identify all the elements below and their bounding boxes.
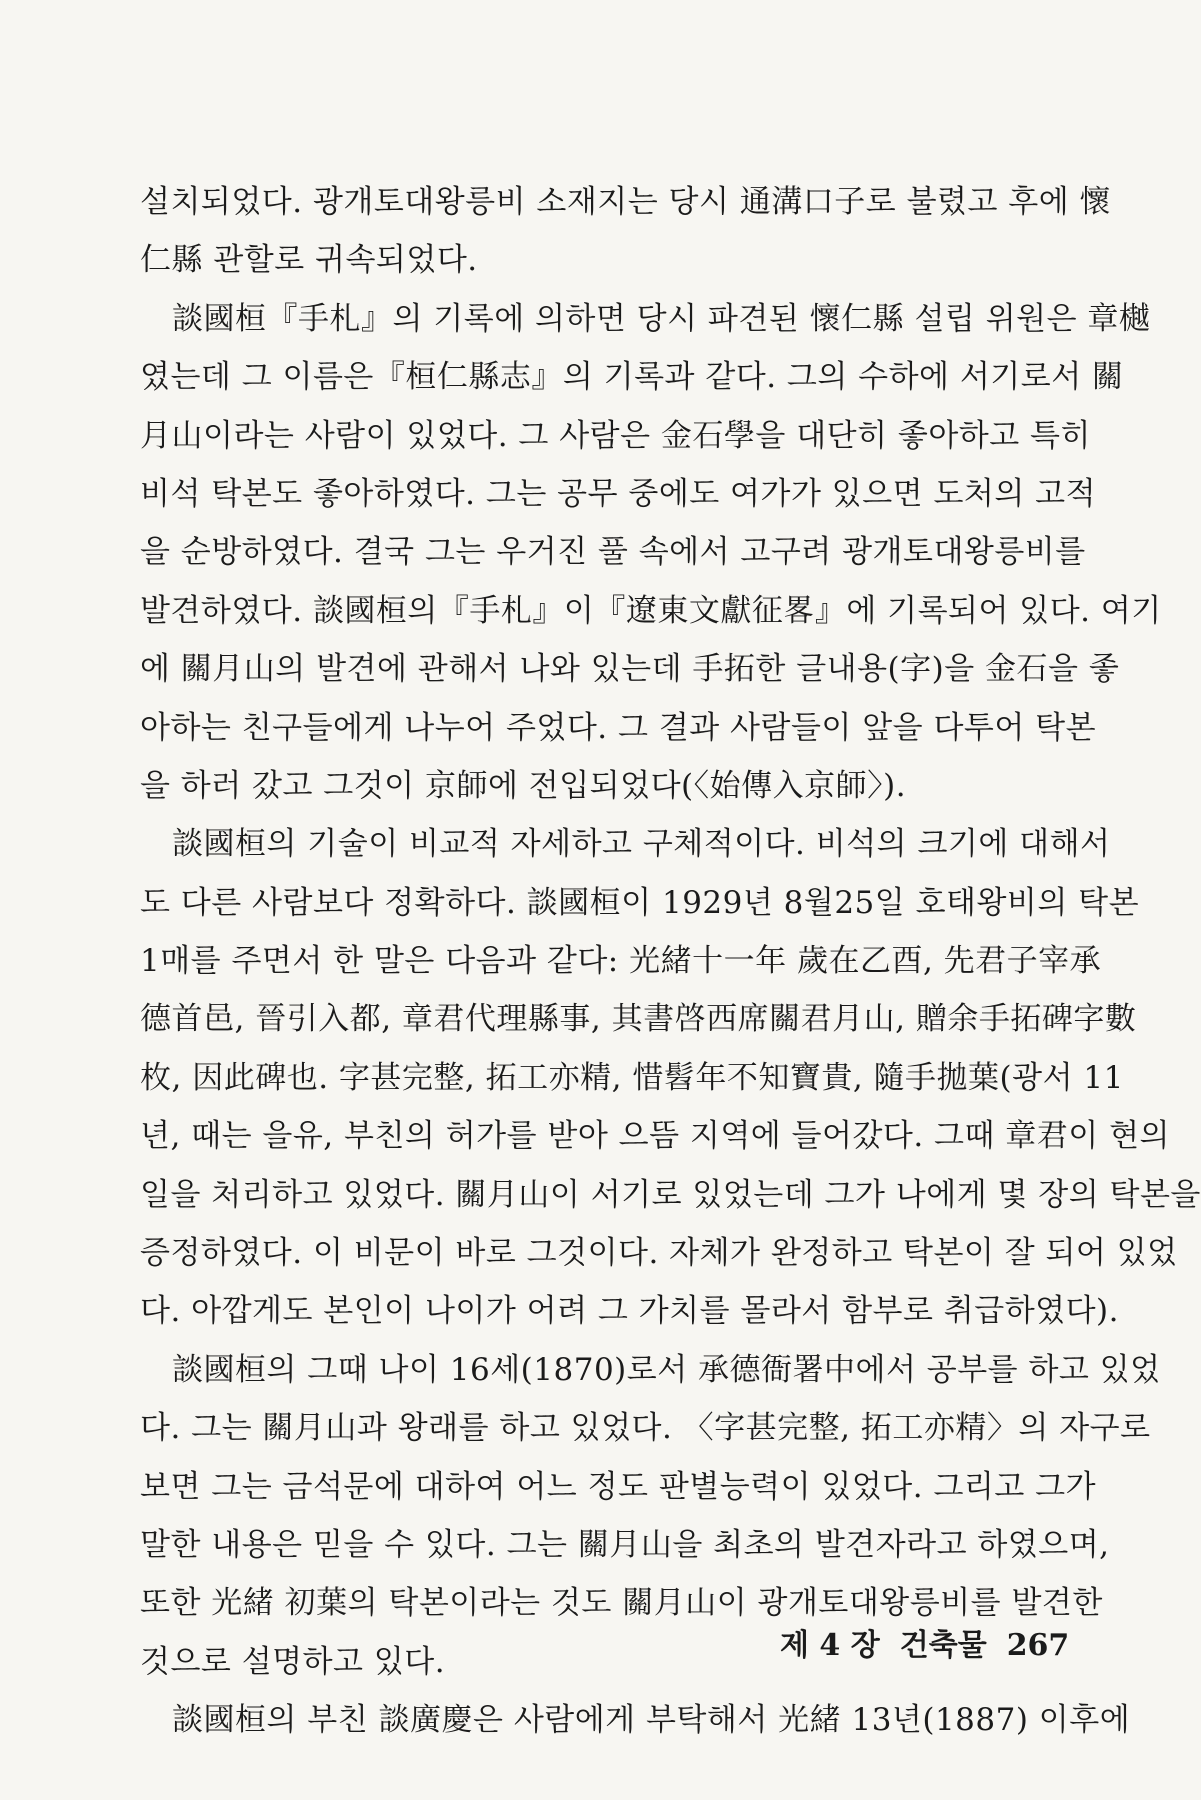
page-number: 267: [1006, 1628, 1070, 1663]
text-line: 였는데 그 이름은『桓仁縣志』의 기록과 같다. 그의 수하에 서기로서 關: [140, 359, 1124, 396]
text-line: 말한 내용은 믿을 수 있다. 그는 關月山을 최초의 발견자라고 하였으며,: [140, 1526, 1110, 1563]
text-line: 도 다른 사람보다 정확하다. 談國桓이 1929년 8월25일 호태왕비의 탁본: [140, 884, 1140, 921]
text-line: 또한 光緒 初葉의 탁본이라는 것도 關月山이 광개토대왕릉비를 발견한: [140, 1585, 1103, 1622]
body-text: [140, 173, 1201, 1750]
text-line: 1매를 주면서 한 말은 다음과 같다: 光緒十一年 歲在乙酉, 先君子宰承: [140, 943, 1102, 980]
text-line: 을 순방하였다. 결국 그는 우거진 풀 속에서 고구려 광개토대왕릉비를: [140, 534, 1086, 571]
text-line: 다. 아깝게도 본인이 나이가 어려 그 가치를 몰라서 함부로 취급하였다).: [140, 1293, 1119, 1330]
text-line: 德首邑, 晉引入都, 章君代理縣事, 其書啓西席關君月山, 贈余手拓碑字數: [140, 1001, 1137, 1038]
footer-chapter: 제 4 장: [780, 1628, 880, 1663]
text-line: 년, 때는 을유, 부친의 허가를 받아 으뜸 지역에 들어갔다. 그때 章君이 현의: [140, 1118, 1170, 1155]
text-line: 설치되었다. 광개토대왕릉비 소재지는 당시 通溝口子로 불렸고 후에 懷: [140, 184, 1112, 220]
text-line: 보면 그는 금석문에 대하여 어느 정도 판별능력이 있었다. 그리고 그가: [140, 1468, 1097, 1505]
text-line: 아하는 친구들에게 나누어 주었다. 그 결과 사람들이 앞을 다투어 탁본: [140, 709, 1097, 746]
text-line: 증정하였다. 이 비문이 바로 그것이다. 자체가 완정하고 탁본이 잘 되어 있었: [140, 1235, 1178, 1272]
page-footer: [760, 1620, 1070, 1664]
text-line: 談國桓『手札』의 기록에 의하면 당시 파견된 懷仁縣 설립 위원은 章樾: [172, 300, 1151, 337]
text-line: 다. 그는 關月山과 왕래를 하고 있었다. 〈字甚完整, 拓工亦精〉의 자구로: [140, 1410, 1151, 1447]
text-line: 談國桓의 그때 나이 16세(1870)로서 承德衙署中에서 공부를 하고 있었: [172, 1351, 1161, 1388]
footer-section: 건축물: [899, 1628, 987, 1663]
text-line: 談國桓의 기술이 비교적 자세하고 구체적이다. 비석의 크기에 대해서: [172, 826, 1111, 863]
text-line: 에 關月山의 발견에 관해서 나와 있는데 手拓한 글내용(字)을 金石을 좋: [140, 651, 1120, 688]
text-line: 仁縣 관할로 귀속되었다.: [140, 242, 478, 279]
text-line: 談國桓의 부친 談廣慶은 사람에게 부탁해서 光緒 13년(1887) 이후에: [172, 1702, 1131, 1739]
text-line: 것으로 설명하고 있다.: [140, 1643, 446, 1680]
text-line: 月山이라는 사람이 있었다. 그 사람은 金石學을 대단히 좋아하고 특히: [140, 417, 1091, 454]
text-line: 일을 처리하고 있었다. 關月山이 서기로 있었는데 그가 나에게 몇 장의 탁본을: [140, 1176, 1201, 1213]
text-line: 비석 탁본도 좋아하였다. 그는 공무 중에도 여가가 있으면 도처의 고적: [140, 475, 1097, 512]
text-line: 枚, 因此碑也. 字甚完整, 拓工亦精, 惜髫年不知寶貴, 隨手拋葉(광서 11: [140, 1059, 1124, 1096]
text-line: 을 하러 갔고 그것이 京師에 전입되었다(〈始傳入京師〉).: [140, 767, 907, 804]
text-line: 발견하였다. 談國桓의『手札』이『遼東文獻征畧』에 기록되어 있다. 여기: [140, 592, 1162, 629]
